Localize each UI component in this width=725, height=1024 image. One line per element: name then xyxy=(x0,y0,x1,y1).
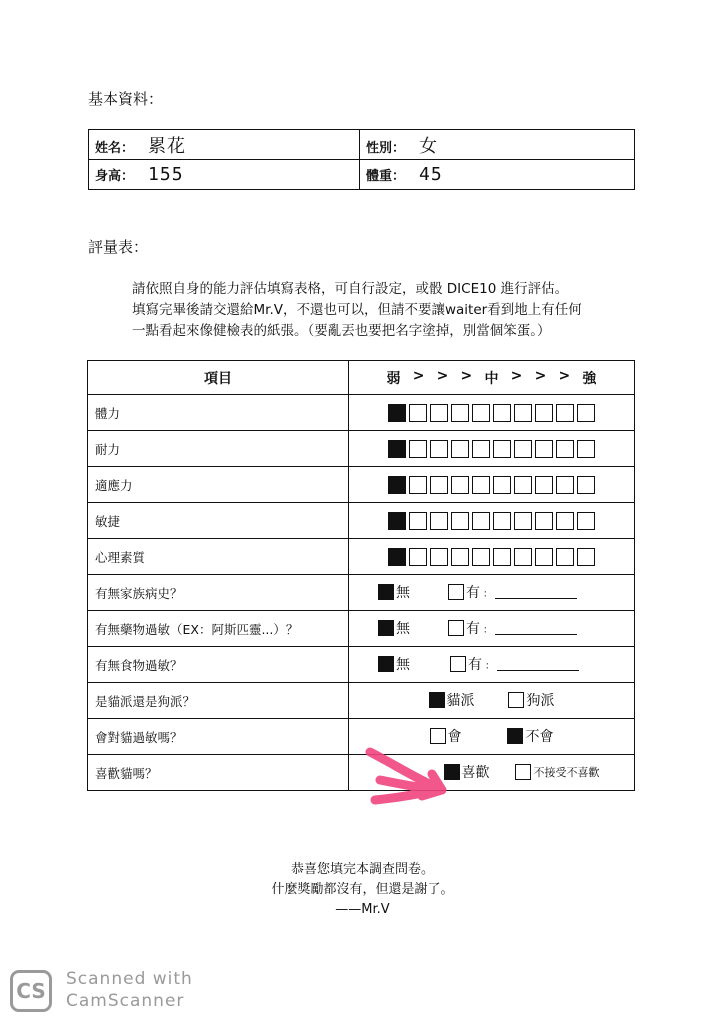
rating-box-empty[interactable] xyxy=(472,404,490,422)
option-yes: 有 xyxy=(467,657,482,673)
footer-line: 恭喜您填完本調查問卷。 xyxy=(290,862,434,877)
rating-box-filled[interactable] xyxy=(388,404,406,422)
evaluation-heading: 評量表： xyxy=(88,238,149,256)
rating-box-empty[interactable] xyxy=(472,512,490,530)
scale-item-label: 適應力 xyxy=(88,467,349,503)
rating-box-empty[interactable] xyxy=(577,440,595,458)
name-value[interactable]: 累花 xyxy=(148,135,187,157)
item-column-header: 項目 xyxy=(88,361,349,395)
rating-box-empty[interactable] xyxy=(472,476,490,494)
evaluation-table xyxy=(87,360,635,791)
rating-box-empty[interactable] xyxy=(535,440,553,458)
table-row xyxy=(88,575,635,611)
name-label: 姓名： xyxy=(95,140,135,156)
scale-mid: 中 xyxy=(484,370,499,387)
rating-box-empty[interactable] xyxy=(409,512,427,530)
footer-signature: ——Mr.V xyxy=(335,902,390,917)
rating-box-empty[interactable] xyxy=(535,476,553,494)
rating-box-empty[interactable] xyxy=(451,548,469,566)
footer xyxy=(0,860,725,920)
rating-box-empty[interactable] xyxy=(535,512,553,530)
rating-box-empty[interactable] xyxy=(577,476,595,494)
gender-label: 性別： xyxy=(366,140,406,156)
scale-rating xyxy=(349,539,635,575)
name-cell xyxy=(89,130,360,160)
table-row xyxy=(88,431,635,467)
option-no: 無 xyxy=(396,657,410,673)
rating-box-empty[interactable] xyxy=(514,512,532,530)
rating-box-empty[interactable] xyxy=(430,548,448,566)
basic-info-table xyxy=(88,129,635,190)
rating-box-empty[interactable] xyxy=(430,476,448,494)
rating-box-empty[interactable] xyxy=(514,548,532,566)
like-cats-question: 喜歡貓嗎？ xyxy=(88,755,349,791)
rating-box-empty[interactable] xyxy=(514,440,532,458)
cat-dog-answer xyxy=(349,683,635,719)
rating-box-empty[interactable] xyxy=(556,548,574,566)
rating-box-filled[interactable] xyxy=(388,476,406,494)
rating-box-empty[interactable] xyxy=(430,440,448,458)
rating-box-empty[interactable] xyxy=(493,512,511,530)
option-yes: 有 xyxy=(465,621,480,637)
scale-item-label: 耐力 xyxy=(88,431,349,467)
checkbox-checked[interactable] xyxy=(429,692,445,708)
rating-box-empty[interactable] xyxy=(409,440,427,458)
gender-cell xyxy=(360,130,635,160)
instructions xyxy=(132,279,582,342)
rating-box-empty[interactable] xyxy=(493,404,511,422)
camscanner-logo-icon: CS xyxy=(10,970,52,1012)
option-yes: 有 xyxy=(465,585,480,601)
scale-arrow: > xyxy=(510,367,523,384)
rating-box-empty[interactable] xyxy=(430,404,448,422)
rating-box-empty[interactable] xyxy=(556,476,574,494)
rating-box-empty[interactable] xyxy=(577,548,595,566)
rating-box-empty[interactable] xyxy=(451,512,469,530)
rating-box-empty[interactable] xyxy=(430,512,448,530)
family-history-question: 有無家族病史？ xyxy=(88,575,349,611)
scale-arrow: > xyxy=(534,367,547,384)
height-value[interactable]: 155 xyxy=(148,164,184,185)
scale-item-label: 敏捷 xyxy=(88,503,349,539)
option-no: 無 xyxy=(396,585,410,601)
rating-box-empty[interactable] xyxy=(514,476,532,494)
checkbox-empty[interactable] xyxy=(508,692,524,708)
blank-line[interactable] xyxy=(497,658,579,671)
option-dislike: 不接受不喜歡 xyxy=(533,766,600,779)
rating-box-empty[interactable] xyxy=(472,440,490,458)
rating-box-empty[interactable] xyxy=(472,548,490,566)
rating-box-empty[interactable] xyxy=(556,512,574,530)
rating-box-empty[interactable] xyxy=(409,548,427,566)
scale-column-header xyxy=(349,361,635,395)
cat-allergy-question: 會對貓過敏嗎？ xyxy=(88,719,349,755)
scale-rating xyxy=(349,503,635,539)
cat-dog-question: 是貓派還是狗派？ xyxy=(88,683,349,719)
blank-line[interactable] xyxy=(495,586,577,599)
rating-box-filled[interactable] xyxy=(388,548,406,566)
table-row xyxy=(88,683,635,719)
height-cell xyxy=(89,160,360,190)
option-dog: 狗派 xyxy=(526,693,555,709)
watermark-line: Scanned with xyxy=(66,969,193,989)
rating-box-filled[interactable] xyxy=(388,512,406,530)
rating-box-empty[interactable] xyxy=(409,404,427,422)
colon: ： xyxy=(482,624,493,636)
table-row xyxy=(88,611,635,647)
scale-weak: 弱 xyxy=(386,370,401,387)
rating-box-empty[interactable] xyxy=(556,404,574,422)
scale-item-label: 心理素質 xyxy=(88,539,349,575)
option-wont: 不會 xyxy=(525,729,554,745)
gender-value[interactable]: 女 xyxy=(419,135,439,157)
rating-box-empty[interactable] xyxy=(493,440,511,458)
table-row xyxy=(88,539,635,575)
weight-cell xyxy=(360,160,635,190)
rating-box-empty[interactable] xyxy=(556,440,574,458)
rating-box-empty[interactable] xyxy=(493,476,511,494)
scale-rating xyxy=(349,467,635,503)
table-row xyxy=(88,395,635,431)
rating-box-empty[interactable] xyxy=(535,404,553,422)
rating-box-empty[interactable] xyxy=(451,476,469,494)
scale-rating xyxy=(349,431,635,467)
option-cat: 貓派 xyxy=(446,693,475,709)
checkbox-empty[interactable] xyxy=(450,656,466,672)
checkbox-empty[interactable] xyxy=(448,584,464,600)
option-no: 無 xyxy=(396,621,410,637)
scale-strong: 強 xyxy=(582,370,597,387)
food-allergy-question: 有無食物過敏？ xyxy=(88,647,349,683)
checkbox-empty[interactable] xyxy=(448,620,464,636)
weight-label: 體重： xyxy=(366,169,406,184)
scale-arrow: > xyxy=(558,367,571,384)
option-like: 喜歡 xyxy=(461,765,490,781)
rating-box-empty[interactable] xyxy=(535,548,553,566)
table-row xyxy=(88,467,635,503)
pink-arrow-scribble-icon xyxy=(360,740,460,815)
watermark-line: CamScanner xyxy=(66,991,185,1011)
rating-box-empty[interactable] xyxy=(493,548,511,566)
food-allergy-answer xyxy=(349,647,635,683)
instruction-line: 請依照自身的能力評估填寫表格，可自行設定，或骰 DICE10 進行評估。 xyxy=(132,281,569,297)
checkbox-checked[interactable] xyxy=(507,728,523,744)
scale-arrow: > xyxy=(436,367,449,384)
instruction-line: 一點看起來像健檢表的紙張。（要亂丟也要把名字塗掉，別當個笨蛋。） xyxy=(132,323,551,339)
rating-box-empty[interactable] xyxy=(451,440,469,458)
option-will: 會 xyxy=(447,729,462,745)
table-row xyxy=(88,503,635,539)
footer-line: 什麼獎勵都沒有，但還是謝了。 xyxy=(271,882,454,897)
blank-line[interactable] xyxy=(495,622,577,635)
weight-value[interactable]: 45 xyxy=(419,164,443,185)
scale-arrow: > xyxy=(460,367,473,384)
rating-box-empty[interactable] xyxy=(577,404,595,422)
rating-box-empty[interactable] xyxy=(577,512,595,530)
checkbox-checked[interactable] xyxy=(378,656,394,672)
scale-arrow: > xyxy=(412,367,425,384)
rating-box-empty[interactable] xyxy=(514,404,532,422)
basic-info-heading: 基本資料： xyxy=(88,90,164,108)
drug-allergy-question: 有無藥物過敏（EX：阿斯匹靈...）？ xyxy=(88,611,349,647)
drug-allergy-answer xyxy=(349,611,635,647)
checkbox-checked[interactable] xyxy=(378,584,394,600)
instruction-line: 填寫完畢後請交還給Mr.V，不還也可以，但請不要讓waiter看到地上有任何 xyxy=(132,302,582,318)
height-label: 身高： xyxy=(95,169,135,184)
colon: ： xyxy=(482,588,493,600)
colon: ： xyxy=(484,660,495,672)
family-history-answer xyxy=(349,575,635,611)
scale-rating xyxy=(349,395,635,431)
rating-box-empty[interactable] xyxy=(409,476,427,494)
checkbox-checked[interactable] xyxy=(378,620,394,636)
scale-item-label: 體力 xyxy=(88,395,349,431)
rating-box-filled[interactable] xyxy=(388,440,406,458)
table-row xyxy=(88,647,635,683)
checkbox-empty[interactable] xyxy=(515,764,531,780)
rating-box-empty[interactable] xyxy=(451,404,469,422)
